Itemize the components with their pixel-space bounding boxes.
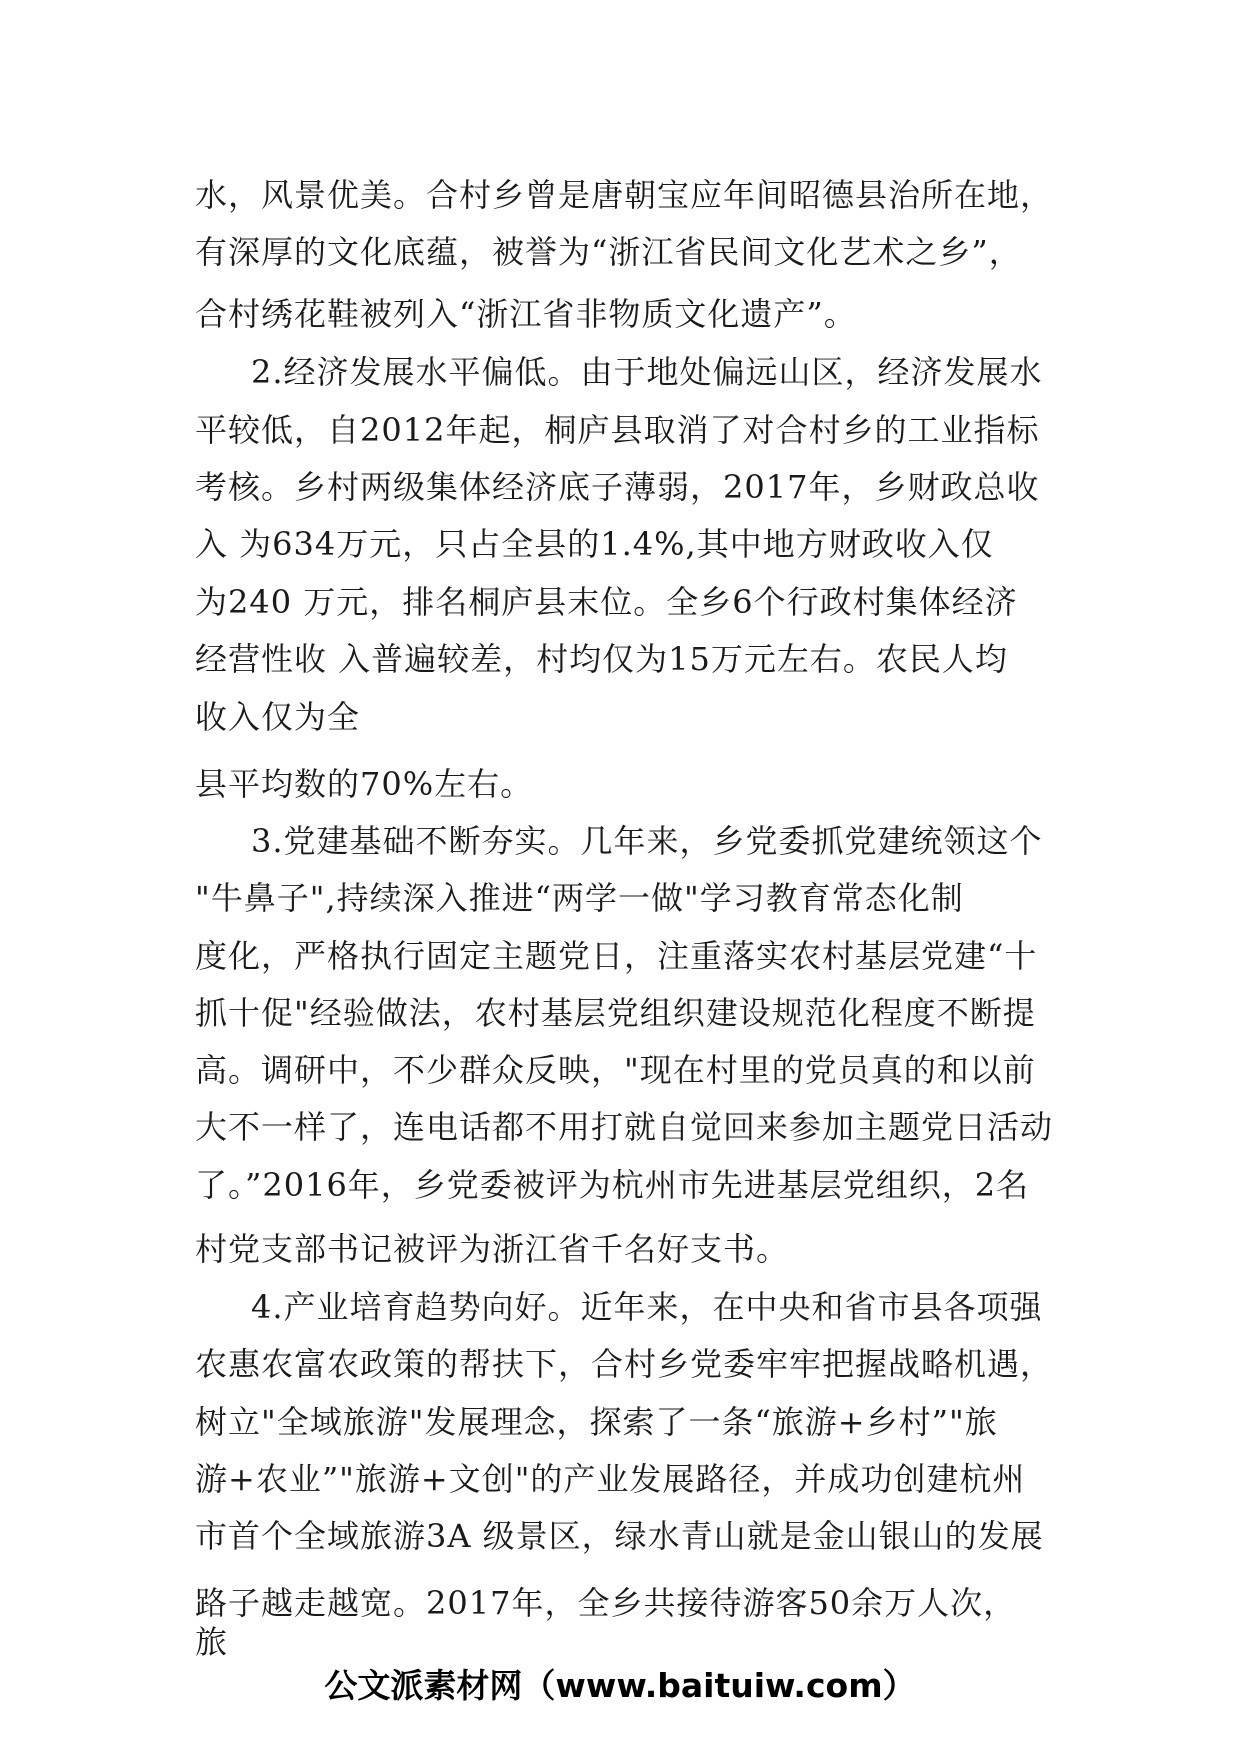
- body-line: 农惠农富农政策的帮扶下，合村乡党委牢牢把握战略机遇，: [195, 1345, 1054, 1383]
- body-line: 抓十促"经验做法，农村基层党组织建设规范化程度不断提: [195, 994, 1036, 1032]
- body-line: 了。”2016年，乡党委被评为杭州市先进基层党组织，2名: [195, 1166, 1030, 1204]
- body-line: 游+农业”"旅游+文创"的产业发展路径，并成功创建杭州: [195, 1460, 1026, 1498]
- body-line: 树立"全域旅游"发展理念，探索了一条“旅游+乡村”"旅: [195, 1403, 998, 1441]
- body-line: 4.产业培育趋势向好。近年来，在中央和省市县各项强: [251, 1288, 1043, 1326]
- body-line: 2.经济发展水平偏低。由于地处偏远山区，经济发展水: [251, 353, 1043, 391]
- body-line: 入 为634万元，只占全县的1.4%,其中地方财政收入仅: [195, 525, 994, 563]
- body-line: 旅: [195, 1623, 229, 1661]
- body-line: 路子越走越宽。2017年，全乡共接待游客50余万人次，: [195, 1584, 1017, 1622]
- body-line: 经营性收 入普遍较差，村均仅为15万元左右。农民人均: [195, 640, 1008, 678]
- body-line: 收入仅为全: [195, 698, 361, 736]
- body-line: 高。调研中，不少群众反映，"现在村里的党员真的和以前: [195, 1051, 1036, 1089]
- body-line: 为240 万元，排名桐庐县末位。全乡6个行政村集体经济: [195, 583, 1018, 621]
- body-line: 平较低，自2012年起，桐庐县取消了对合村乡的工业指标: [195, 411, 1040, 449]
- body-line: 度化，严格执行固定主题党日，注重落实农村基层党建“十: [195, 937, 1038, 975]
- body-line: 村党支部书记被评为浙江省千名好支书。: [195, 1230, 790, 1268]
- body-line: 市首个全域旅游3A 级景区，绿水青山就是金山银山的发展: [195, 1517, 1044, 1555]
- body-line: 县平均数的70%左右。: [195, 765, 534, 803]
- body-line: 考核。乡村两级集体经济底子薄弱，2017年，乡财政总收: [195, 468, 1040, 506]
- footer-watermark: 公文派素材网（www.baituiw.com）: [324, 1666, 916, 1705]
- body-line: 3.党建基础不断夯实。几年来，乡党委抓党建统领这个: [251, 822, 1043, 860]
- body-line: "牛鼻子",持续深入推进“两学一做"学习教育常态化制: [195, 879, 964, 917]
- body-line: 有深厚的文化底蕴，被誉为“浙江省民间文化艺术之乡”，: [195, 233, 1022, 271]
- body-line: 水，风景优美。合村乡曾是唐朝宝应年间昭德县治所在地，: [195, 176, 1054, 214]
- body-line: 合村绣花鞋被列入“浙江省非物质文化遗产”。: [195, 295, 857, 333]
- body-line: 大不一样了，连电话都不用打就自觉回来参加主题党日活动: [195, 1108, 1054, 1146]
